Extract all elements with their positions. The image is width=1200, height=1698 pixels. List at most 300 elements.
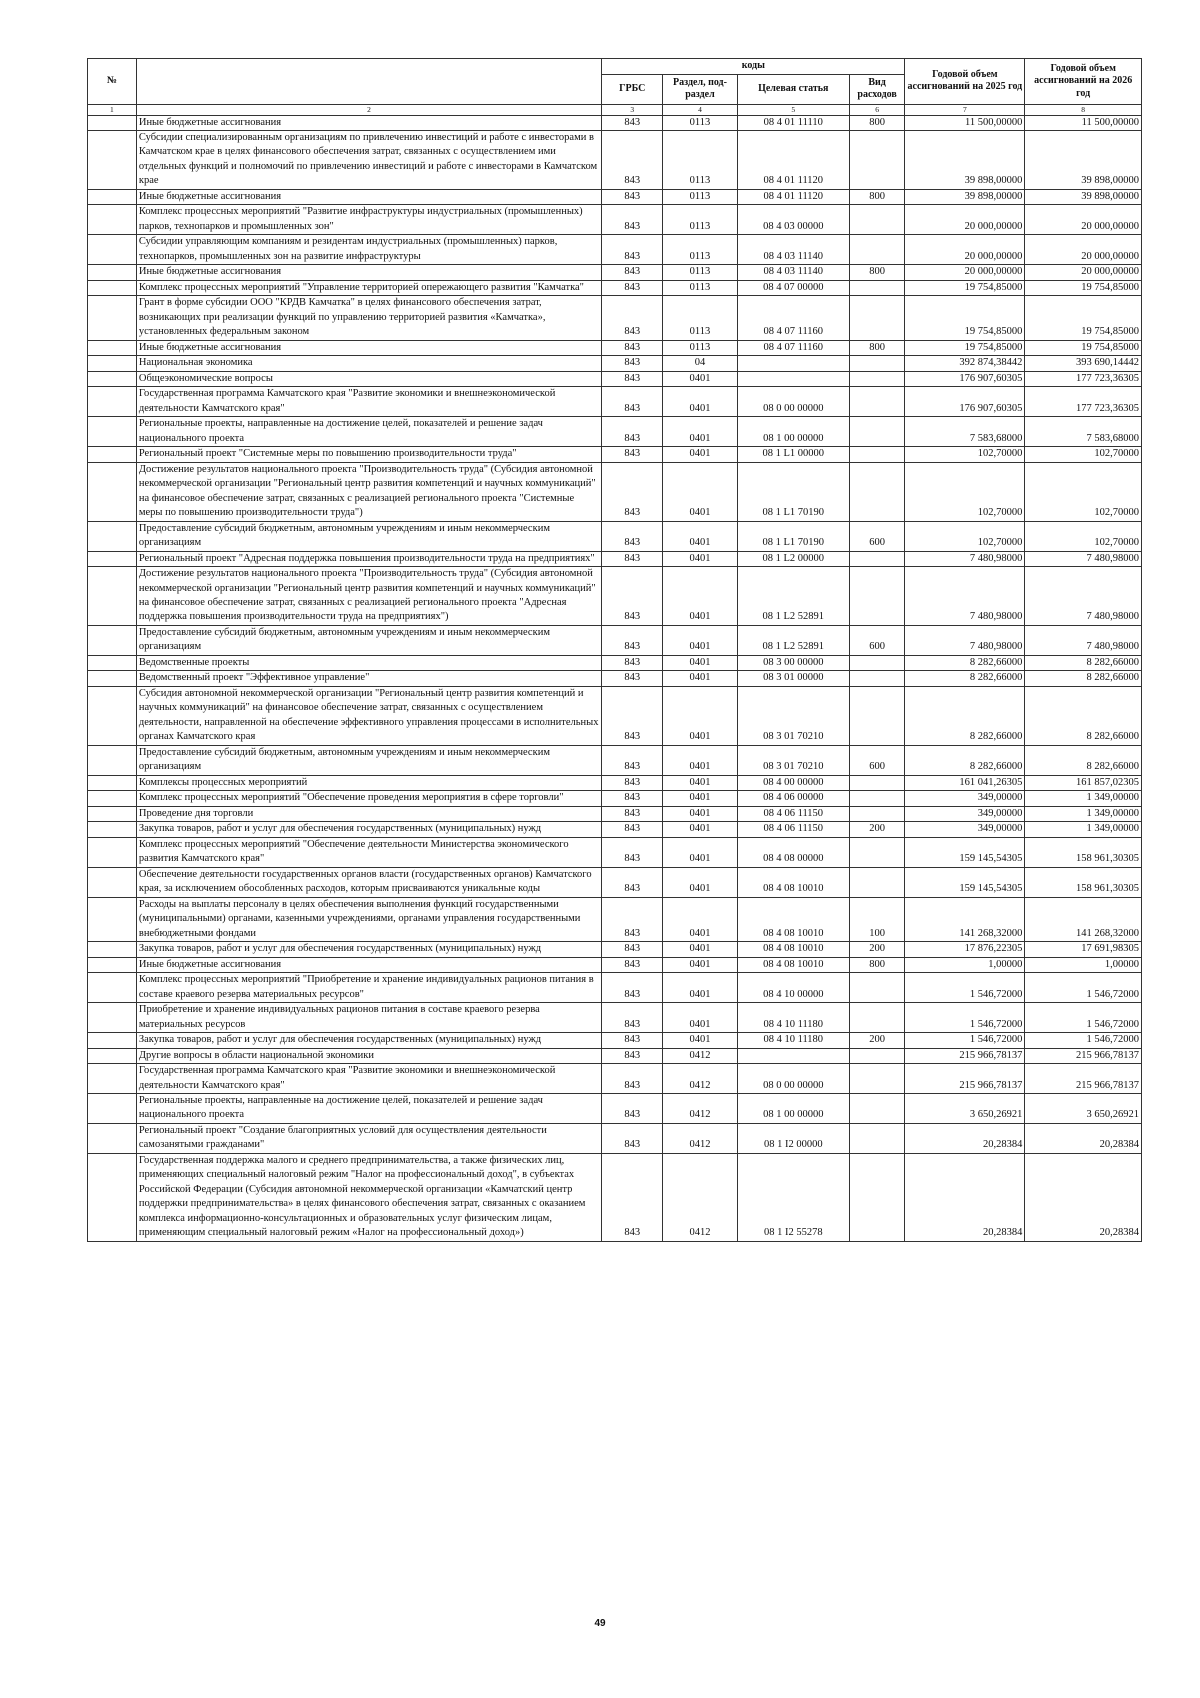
amount-2025: 159 145,54305 — [905, 837, 1025, 867]
amount-2026: 102,70000 — [1025, 462, 1142, 521]
amount-2026: 11 500,00000 — [1025, 115, 1142, 130]
expense-type-code — [849, 1153, 905, 1241]
item-name: Субсидии управляющим компаниям и резидентам индустриальных (промышленных) парков, технопарков, промышленных зон на развитие инфраструктуры — [136, 235, 601, 265]
grbs-code: 843 — [602, 1064, 663, 1094]
item-name: Ведомственные проекты — [136, 655, 601, 670]
grbs-code: 843 — [602, 625, 663, 655]
row-number-cell — [88, 822, 137, 837]
expense-type-code: 800 — [849, 189, 905, 204]
row-number-cell — [88, 957, 137, 972]
amount-2026: 19 754,85000 — [1025, 340, 1142, 355]
target-article-code: 08 1 I2 55278 — [737, 1153, 849, 1241]
target-article-code: 08 4 00 00000 — [737, 775, 849, 790]
expense-type-code — [849, 1064, 905, 1094]
column-number: 6 — [849, 104, 905, 115]
section-code: 0401 — [663, 417, 737, 447]
grbs-code: 843 — [602, 130, 663, 189]
target-article-code: 08 4 08 10010 — [737, 957, 849, 972]
target-article-code: 08 4 03 11140 — [737, 235, 849, 265]
row-number-cell — [88, 115, 137, 130]
amount-2025: 349,00000 — [905, 806, 1025, 821]
section-code: 0401 — [663, 447, 737, 462]
row-number-cell — [88, 671, 137, 686]
grbs-code: 843 — [602, 340, 663, 355]
amount-2026: 7 480,98000 — [1025, 551, 1142, 566]
row-number-cell — [88, 942, 137, 957]
table-row — [88, 521, 1142, 551]
row-number-cell — [88, 265, 137, 280]
amount-2025: 11 500,00000 — [905, 115, 1025, 130]
target-article-code: 08 4 08 10010 — [737, 942, 849, 957]
table-row — [88, 942, 1142, 957]
row-number-cell — [88, 625, 137, 655]
table-row — [88, 356, 1142, 371]
amount-2026: 19 754,85000 — [1025, 280, 1142, 295]
section-code: 0401 — [663, 462, 737, 521]
amount-2026: 20 000,00000 — [1025, 205, 1142, 235]
item-name: Комплексы процессных мероприятий — [136, 775, 601, 790]
budget-table — [87, 58, 1142, 1242]
expense-type-code — [849, 867, 905, 897]
target-article-code: 08 4 06 11150 — [737, 806, 849, 821]
table-row — [88, 837, 1142, 867]
amount-2026: 8 282,66000 — [1025, 655, 1142, 670]
amount-2025: 1 546,72000 — [905, 1033, 1025, 1048]
section-code: 0401 — [663, 521, 737, 551]
section-code: 0113 — [663, 189, 737, 204]
table-row — [88, 1123, 1142, 1153]
amount-2026: 102,70000 — [1025, 521, 1142, 551]
item-name: Государственная поддержка малого и среднего предпринимательства, а также физических лиц, применяющих специальный налоговый режим "Налог на профессиональный доход", в субъектах Российской Федерации (Субсидия автономной некоммерческой организации «Камчатский центр поддержки предпринимательства» в целях финансового обеспечения затрат, связанных с оказанием комплекса информационно-консультационных и образовательных услуг физическим лицам, применяющим специальный налоговый режим «Налог на профессиональный доход») — [136, 1153, 601, 1241]
table-row — [88, 775, 1142, 790]
target-article-code: 08 4 07 00000 — [737, 280, 849, 295]
section-code: 0401 — [663, 942, 737, 957]
amount-2025: 8 282,66000 — [905, 655, 1025, 670]
row-number-cell — [88, 867, 137, 897]
expense-type-code — [849, 806, 905, 821]
grbs-code: 843 — [602, 387, 663, 417]
table-row — [88, 265, 1142, 280]
amount-2026: 8 282,66000 — [1025, 686, 1142, 745]
section-code: 0401 — [663, 1033, 737, 1048]
amount-2025: 20 000,00000 — [905, 265, 1025, 280]
table-row — [88, 973, 1142, 1003]
section-code: 0113 — [663, 235, 737, 265]
row-number-cell — [88, 775, 137, 790]
expense-type-code: 800 — [849, 957, 905, 972]
item-name: Иные бюджетные ассигнования — [136, 189, 601, 204]
row-number-cell — [88, 1064, 137, 1094]
expense-type-code — [849, 791, 905, 806]
target-article-code: 08 4 01 11120 — [737, 189, 849, 204]
row-number-cell — [88, 130, 137, 189]
item-name: Национальная экономика — [136, 356, 601, 371]
expense-type-code — [849, 356, 905, 371]
amount-2026: 158 961,30305 — [1025, 867, 1142, 897]
expense-type-code — [849, 1123, 905, 1153]
amount-2025: 3 650,26921 — [905, 1093, 1025, 1123]
amount-2026: 20 000,00000 — [1025, 265, 1142, 280]
column-number: 8 — [1025, 104, 1142, 115]
section-code: 0401 — [663, 837, 737, 867]
section-code: 0401 — [663, 973, 737, 1003]
grbs-code: 843 — [602, 280, 663, 295]
row-number-cell — [88, 462, 137, 521]
expense-type-code — [849, 387, 905, 417]
section-code: 0412 — [663, 1093, 737, 1123]
amount-2025: 102,70000 — [905, 521, 1025, 551]
page-number: 49 — [594, 1618, 606, 1629]
amount-2026: 19 754,85000 — [1025, 296, 1142, 340]
target-article-code: 08 3 01 00000 — [737, 671, 849, 686]
grbs-code: 843 — [602, 462, 663, 521]
item-name: Закупка товаров, работ и услуг для обеспечения государственных (муниципальных) нужд — [136, 942, 601, 957]
item-name: Региональные проекты, направленные на достижение целей, показателей и решение задач национального проекта — [136, 417, 601, 447]
column-number: 1 — [88, 104, 137, 115]
grbs-code: 843 — [602, 1093, 663, 1123]
row-number-cell — [88, 417, 137, 447]
grbs-code: 843 — [602, 1123, 663, 1153]
grbs-code: 843 — [602, 356, 663, 371]
amount-2026: 17 691,98305 — [1025, 942, 1142, 957]
amount-2025: 7 480,98000 — [905, 551, 1025, 566]
amount-2026: 1 546,72000 — [1025, 1033, 1142, 1048]
item-name: Общеэкономические вопросы — [136, 371, 601, 386]
grbs-code: 843 — [602, 686, 663, 745]
grbs-code: 843 — [602, 745, 663, 775]
amount-2025: 176 907,60305 — [905, 387, 1025, 417]
amount-2025: 141 268,32000 — [905, 897, 1025, 941]
grbs-code: 843 — [602, 775, 663, 790]
table-row — [88, 189, 1142, 204]
row-number-cell — [88, 235, 137, 265]
item-name: Комплекс процессных мероприятий "Управление территорией опережающего развития "Камчатка" — [136, 280, 601, 295]
row-number-cell — [88, 897, 137, 941]
section-code: 0401 — [663, 867, 737, 897]
amount-2025: 392 874,38442 — [905, 356, 1025, 371]
grbs-code: 843 — [602, 655, 663, 670]
grbs-code: 843 — [602, 205, 663, 235]
table-row — [88, 745, 1142, 775]
section-code: 0113 — [663, 296, 737, 340]
table-row — [88, 625, 1142, 655]
table-row — [88, 686, 1142, 745]
grbs-code: 843 — [602, 867, 663, 897]
amount-2025: 1 546,72000 — [905, 973, 1025, 1003]
header-grbs: ГРБС — [602, 74, 663, 104]
expense-type-code — [849, 280, 905, 295]
row-number-cell — [88, 371, 137, 386]
section-code: 0401 — [663, 822, 737, 837]
target-article-code: 08 1 00 00000 — [737, 417, 849, 447]
grbs-code: 843 — [602, 806, 663, 821]
expense-type-code: 200 — [849, 942, 905, 957]
target-article-code: 08 4 01 11120 — [737, 130, 849, 189]
amount-2026: 39 898,00000 — [1025, 189, 1142, 204]
amount-2026: 161 857,02305 — [1025, 775, 1142, 790]
grbs-code: 843 — [602, 822, 663, 837]
amount-2025: 39 898,00000 — [905, 189, 1025, 204]
amount-2025: 7 583,68000 — [905, 417, 1025, 447]
row-number-cell — [88, 745, 137, 775]
row-number-cell — [88, 1048, 137, 1063]
amount-2025: 19 754,85000 — [905, 280, 1025, 295]
header-section: Раздел, под-раздел — [663, 74, 737, 104]
table-row — [88, 567, 1142, 626]
amount-2025: 176 907,60305 — [905, 371, 1025, 386]
row-number-cell — [88, 837, 137, 867]
target-article-code — [737, 1048, 849, 1063]
grbs-code: 843 — [602, 897, 663, 941]
item-name: Достижение результатов национального проекта "Производительность труда" (Субсидия автономной некоммерческой организации "Региональный центр развития компетенций и научных коммуникаций" на финансовое обеспечение затрат, связанных с реализацией регионального проекта "Системные меры по повышению производительности труда") — [136, 462, 601, 521]
target-article-code: 08 4 03 00000 — [737, 205, 849, 235]
header-name — [136, 59, 601, 105]
table-row — [88, 340, 1142, 355]
amount-2025: 215 966,78137 — [905, 1048, 1025, 1063]
expense-type-code — [849, 671, 905, 686]
grbs-code: 843 — [602, 296, 663, 340]
row-number-cell — [88, 551, 137, 566]
item-name: Предоставление субсидий бюджетным, автономным учреждениям и иным некоммерческим организациям — [136, 521, 601, 551]
item-name: Субсидия автономной некоммерческой организации "Региональный центр развития компетенций и научных коммуникаций" на финансовое обеспечение затрат, связанных с осуществлением деятельности, направленной на обеспечение эффективного управления процессами в исполнительных органах Камчатского края — [136, 686, 601, 745]
item-name: Ведомственный проект "Эффективное управление" — [136, 671, 601, 686]
amount-2026: 177 723,36305 — [1025, 371, 1142, 386]
item-name: Иные бюджетные ассигнования — [136, 340, 601, 355]
amount-2025: 7 480,98000 — [905, 567, 1025, 626]
header-number: № — [88, 59, 137, 105]
table-row — [88, 897, 1142, 941]
grbs-code: 843 — [602, 1153, 663, 1241]
section-code: 0401 — [663, 791, 737, 806]
item-name: Комплекс процессных мероприятий "Обеспечение деятельности Министерства экономического развития Камчатского края" — [136, 837, 601, 867]
target-article-code: 08 4 10 11180 — [737, 1033, 849, 1048]
section-code: 0401 — [663, 655, 737, 670]
grbs-code: 843 — [602, 942, 663, 957]
column-number: 2 — [136, 104, 601, 115]
expense-type-code — [849, 296, 905, 340]
target-article-code: 08 4 07 11160 — [737, 340, 849, 355]
target-article-code: 08 1 L2 52891 — [737, 567, 849, 626]
expense-type-code — [849, 551, 905, 566]
grbs-code: 843 — [602, 1003, 663, 1033]
item-name: Предоставление субсидий бюджетным, автономным учреждениям и иным некоммерческим организациям — [136, 625, 601, 655]
table-row — [88, 371, 1142, 386]
expense-type-code — [849, 205, 905, 235]
amount-2025: 20 000,00000 — [905, 235, 1025, 265]
section-code: 0401 — [663, 371, 737, 386]
target-article-code: 08 4 10 11180 — [737, 1003, 849, 1033]
table-row — [88, 867, 1142, 897]
grbs-code: 843 — [602, 115, 663, 130]
table-row — [88, 551, 1142, 566]
target-article-code: 08 4 06 00000 — [737, 791, 849, 806]
section-code: 0113 — [663, 265, 737, 280]
amount-2026: 1 546,72000 — [1025, 973, 1142, 1003]
grbs-code: 843 — [602, 837, 663, 867]
section-code: 0113 — [663, 205, 737, 235]
amount-2026: 8 282,66000 — [1025, 745, 1142, 775]
column-number: 7 — [905, 104, 1025, 115]
amount-2026: 1 349,00000 — [1025, 791, 1142, 806]
table-row — [88, 462, 1142, 521]
target-article-code: 08 4 07 11160 — [737, 296, 849, 340]
amount-2025: 19 754,85000 — [905, 340, 1025, 355]
target-article-code: 08 1 L2 52891 — [737, 625, 849, 655]
table-row — [88, 1153, 1142, 1241]
target-article-code — [737, 371, 849, 386]
item-name: Субсидии специализированным организациям по привлечению инвестиций и работе с инвесторами в Камчатском крае в целях финансового обеспечения затрат, связанных с осуществлением ими отдельных функций и полномочий по привлечению инвестиций и работе с инвесторами в Камчатском крае — [136, 130, 601, 189]
target-article-code: 08 1 L2 00000 — [737, 551, 849, 566]
section-code: 0401 — [663, 567, 737, 626]
table-row — [88, 655, 1142, 670]
row-number-cell — [88, 973, 137, 1003]
item-name: Иные бюджетные ассигнования — [136, 957, 601, 972]
table-row — [88, 791, 1142, 806]
amount-2026: 1,00000 — [1025, 957, 1142, 972]
expense-type-code — [849, 837, 905, 867]
amount-2026: 7 583,68000 — [1025, 417, 1142, 447]
target-article-code: 08 3 01 70210 — [737, 745, 849, 775]
amount-2025: 159 145,54305 — [905, 867, 1025, 897]
amount-2025: 39 898,00000 — [905, 130, 1025, 189]
item-name: Государственная программа Камчатского края "Развитие экономики и внешнеэкономической деятельности Камчатского края" — [136, 387, 601, 417]
grbs-code: 843 — [602, 521, 663, 551]
amount-2025: 20 000,00000 — [905, 205, 1025, 235]
expense-type-code — [849, 235, 905, 265]
item-name: Обеспечение деятельности государственных органов власти (государственных органов) Камчатского края, за исключением обособленных расходов, которым присваиваются уникальные коды — [136, 867, 601, 897]
target-article-code: 08 1 L1 70190 — [737, 521, 849, 551]
item-name: Закупка товаров, работ и услуг для обеспечения государственных (муниципальных) нужд — [136, 822, 601, 837]
row-number-cell — [88, 567, 137, 626]
target-article-code: 08 1 I2 00000 — [737, 1123, 849, 1153]
table-row — [88, 1003, 1142, 1033]
amount-2026: 8 282,66000 — [1025, 671, 1142, 686]
grbs-code: 843 — [602, 265, 663, 280]
amount-2025: 1,00000 — [905, 957, 1025, 972]
item-name: Расходы на выплаты персоналу в целях обеспечения выполнения функций государственными (муниципальными) органами, казенными учреждениями, органами управления государственными внебюджетными фондами — [136, 897, 601, 941]
target-article-code: 08 4 01 11110 — [737, 115, 849, 130]
column-number: 3 — [602, 104, 663, 115]
amount-2026: 7 480,98000 — [1025, 567, 1142, 626]
item-name: Приобретение и хранение индивидуальных рационов питания в составе краевого резерва материальных ресурсов — [136, 1003, 601, 1033]
target-article-code: 08 4 08 10010 — [737, 867, 849, 897]
grbs-code: 843 — [602, 567, 663, 626]
row-number-cell — [88, 356, 137, 371]
table-row — [88, 806, 1142, 821]
amount-2025: 349,00000 — [905, 791, 1025, 806]
target-article-code: 08 4 10 00000 — [737, 973, 849, 1003]
grbs-code: 843 — [602, 551, 663, 566]
table-row — [88, 957, 1142, 972]
amount-2026: 141 268,32000 — [1025, 897, 1142, 941]
item-name: Закупка товаров, работ и услуг для обеспечения государственных (муниципальных) нужд — [136, 1033, 601, 1048]
amount-2025: 7 480,98000 — [905, 625, 1025, 655]
expense-type-code — [849, 371, 905, 386]
amount-2026: 1 349,00000 — [1025, 806, 1142, 821]
amount-2026: 177 723,36305 — [1025, 387, 1142, 417]
section-code: 0401 — [663, 686, 737, 745]
table-body — [88, 115, 1142, 1241]
section-code: 0412 — [663, 1123, 737, 1153]
row-number-cell — [88, 387, 137, 417]
target-article-code: 08 4 08 00000 — [737, 837, 849, 867]
amount-2026: 393 690,14442 — [1025, 356, 1142, 371]
header-vol-2026: Годовой объем ассигнований на 2026 год — [1025, 59, 1142, 105]
expense-type-code: 800 — [849, 115, 905, 130]
column-number: 5 — [737, 104, 849, 115]
target-article-code: 08 4 03 11140 — [737, 265, 849, 280]
amount-2026: 215 966,78137 — [1025, 1048, 1142, 1063]
column-numbers-row — [88, 104, 1142, 115]
expense-type-code: 100 — [849, 897, 905, 941]
row-number-cell — [88, 1033, 137, 1048]
grbs-code: 843 — [602, 1048, 663, 1063]
row-number-cell — [88, 1123, 137, 1153]
grbs-code: 843 — [602, 791, 663, 806]
table-row — [88, 387, 1142, 417]
table-row — [88, 671, 1142, 686]
expense-type-code — [849, 1048, 905, 1063]
grbs-code: 843 — [602, 371, 663, 386]
section-code: 04 — [663, 356, 737, 371]
table-row — [88, 115, 1142, 130]
section-code: 0401 — [663, 897, 737, 941]
section-code: 0401 — [663, 806, 737, 821]
table-row — [88, 822, 1142, 837]
grbs-code: 843 — [602, 447, 663, 462]
item-name: Комплекс процессных мероприятий "Развитие инфраструктуры индустриальных (промышленных) парков, технопарков и промышленных зон" — [136, 205, 601, 235]
expense-type-code — [849, 130, 905, 189]
grbs-code: 843 — [602, 235, 663, 265]
amount-2025: 161 041,26305 — [905, 775, 1025, 790]
section-code: 0401 — [663, 1003, 737, 1033]
amount-2026: 7 480,98000 — [1025, 625, 1142, 655]
item-name: Достижение результатов национального проекта "Производительность труда" (Субсидия автономной некоммерческой организации "Региональный центр развития компетенций и научных коммуникаций" на финансовое обеспечение затрат, связанных с реализацией регионального проекта "Адресная поддержка повышения производительности труда на предприятиях") — [136, 567, 601, 626]
section-code: 0401 — [663, 775, 737, 790]
amount-2026: 39 898,00000 — [1025, 130, 1142, 189]
row-number-cell — [88, 296, 137, 340]
expense-type-code — [849, 417, 905, 447]
header-target: Целевая статья — [737, 74, 849, 104]
item-name: Государственная программа Камчатского края "Развитие экономики и внешнеэкономической деятельности Камчатского края" — [136, 1064, 601, 1094]
table-row — [88, 1064, 1142, 1094]
amount-2025: 215 966,78137 — [905, 1064, 1025, 1094]
amount-2025: 1 546,72000 — [905, 1003, 1025, 1033]
amount-2025: 8 282,66000 — [905, 671, 1025, 686]
amount-2025: 102,70000 — [905, 462, 1025, 521]
row-number-cell — [88, 1153, 137, 1241]
item-name: Комплекс процессных мероприятий "Обеспечение проведения мероприятия в сфере торговли" — [136, 791, 601, 806]
expense-type-code — [849, 567, 905, 626]
table-row — [88, 296, 1142, 340]
amount-2025: 349,00000 — [905, 822, 1025, 837]
amount-2025: 19 754,85000 — [905, 296, 1025, 340]
expense-type-code: 200 — [849, 1033, 905, 1048]
target-article-code: 08 0 00 00000 — [737, 387, 849, 417]
expense-type-code — [849, 775, 905, 790]
amount-2026: 1 546,72000 — [1025, 1003, 1142, 1033]
row-number-cell — [88, 280, 137, 295]
grbs-code: 843 — [602, 189, 663, 204]
expense-type-code — [849, 655, 905, 670]
amount-2025: 20,28384 — [905, 1123, 1025, 1153]
item-name: Региональный проект "Адресная поддержка повышения производительности труда на предприятиях" — [136, 551, 601, 566]
expense-type-code: 600 — [849, 625, 905, 655]
expense-type-code — [849, 1093, 905, 1123]
row-number-cell — [88, 189, 137, 204]
target-article-code: 08 3 00 00000 — [737, 655, 849, 670]
amount-2025: 20,28384 — [905, 1153, 1025, 1241]
